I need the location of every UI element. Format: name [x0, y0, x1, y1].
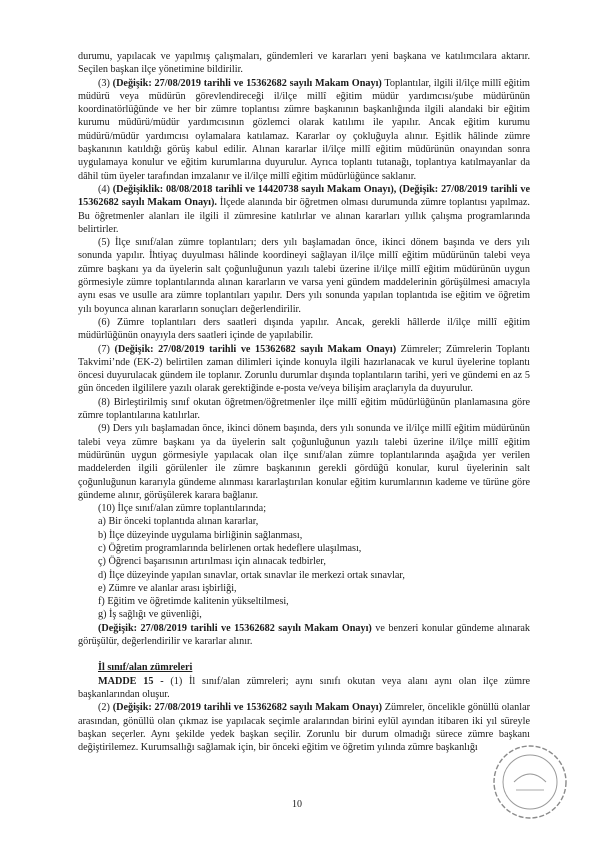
paragraph-text: Zümreler; Zümrelerin Toplantı Takvimi’nde (EK-2) belirtilen zaman dilimleri içinde konuyla ilgili hazırlanacak ve kurul üyelerine toplantı öncesi duyurulacak gündem ile toplanır. Zorunlu durumlar dışında toplantıların tarihi, yeri ve gündemi en az 5 gün önceden ilgililere yazılı olarak gerektiğinde e-posta ve/veya bilişim araçlarıyla da duyurulur.: [78, 343, 530, 395]
paragraph: [78, 675, 530, 702]
list-item: [78, 555, 530, 568]
paragraph: [78, 183, 530, 236]
official-seal-stamp: [486, 742, 572, 822]
section-heading: [78, 661, 530, 674]
paragraph-text: İl sınıf/alan zümreleri: [98, 662, 193, 674]
list-item: [78, 595, 530, 608]
list-item: [78, 608, 530, 621]
list-item: [78, 542, 530, 555]
list-item: [78, 515, 530, 528]
paragraph-text: (5) İlçe sınıf/alan zümre toplantıları; ders yılı başlamadan önce, ikinci dönem başında ve ders yılı sonunda yapılır. İhtiyaç duyulması hâlinde koordineyi sağlayan il/ilçe millî eğitim müdürünün talebi veya zümre başkanı ya da üyelerin salt çoğunluğunun yazılı talebi üzerine il/ilçe millî eğitim müdürünün uygun görmesiyle zümre toplantılarında alınan kararların ve varsa yeni gündem maddelerinin görüşülmesi amacıyla aynı esas ve usulle ara zümre toplantıları yapılır. Ders yılı sonunda yapılan toplantıda ise eğitim ve öğretim yılı boyunca alınan kararların sonuçları değerlendirilir.: [78, 237, 530, 315]
paragraph-text: ve benzeri konular gündeme alınarak görüşülür, değerlendirilir ve kararlar alınır.: [78, 622, 530, 648]
paragraph-text: c) Öğretim programlarında belirlenen ortak hedeflere ulaşılması,: [98, 542, 362, 554]
page-number: 10: [292, 799, 302, 810]
paragraph-text: g) İş sağlığı ve güvenliği,: [98, 609, 202, 621]
paragraph: [78, 622, 530, 649]
paragraph-text: a) Bir önceki toplantıda alınan kararlar,: [98, 516, 259, 528]
paragraph-text: b) İlçe düzeyinde uygulama birliğinin sağlanması,: [98, 529, 303, 541]
list-item: [78, 569, 530, 582]
amendment-note: (Değişik: 27/08/2019 tarihli ve 15362682 sayılı Makam Onayı): [112, 702, 382, 714]
paragraph-number: (2): [98, 702, 113, 714]
paragraph: [78, 396, 530, 423]
paragraph-text: ç) Öğrenci başarısının artırılması için alınacak tedbirler,: [98, 556, 326, 568]
paragraph: [78, 50, 530, 77]
paragraph: [78, 236, 530, 316]
paragraph: [78, 502, 530, 515]
amendment-note: (Değişiklik: 08/08/2018 tarihli ve 14420738 sayılı Makam Onayı), (Değişik: 27/08/2019 tarihli ve 15362682 sayılı Makam Onayı).: [78, 183, 530, 209]
paragraph: [78, 316, 530, 343]
paragraph-text: (10) İlçe sınıf/alan zümre toplantılarında;: [98, 503, 267, 515]
paragraph: [78, 343, 530, 396]
paragraph: [78, 701, 530, 754]
list-item: [78, 529, 530, 542]
paragraph-text: İlçede alanında bir öğretmen olması durumunda zümre toplantısı yapılmaz. Bu öğretmenler alanları ile ilgili il zümresine katılırlar ve alınan kararları yıllık çalışma programlarında belirtirler.: [78, 197, 530, 235]
paragraph-number: (7): [98, 343, 115, 355]
paragraph-text: Toplantılar, ilgili il/ilçe millî eğitim müdürü veya müdürün görevlendireceği il/ilçe millî eğitim müdür yardımcısı/şube müdürünün koordinatörlüğünde ve her bir zümre toplantısı zümre başkanının başkanlığında ilgili alandaki bir eğitim kurumu müdürü/müdür yardımcısının gözlemci olarak katılımı ile yapılır. Ancak eğitim kurumu müdürü/müdür yardımcısı oylamalara katılamaz. Kararlar oy çokluğuyla alınır. Eşitlik hâlinde zümre başkanının katıldığı görüş kabul edilir. Alınan kararlar il/ilçe millî eğitim müdürünün onayından sonra uygulamaya konulur ve eğitim kurumlarına duyurulur. Ayrıca toplantı tutanağı, toplantıya katılmayanlar da dâhil tüm üyeler tarafından imzalanır ve il/ilçe millî eğitim müdürlüğünce saklanır.: [78, 77, 530, 182]
amendment-note: (Değişik: 27/08/2019 tarihli ve 15362682 sayılı Makam Onayı): [98, 622, 372, 634]
paragraph: [78, 77, 530, 183]
amendment-note: MADDE 15 -: [98, 675, 164, 687]
amendment-note: (Değişik: 27/08/2019 tarihli ve 15362682 sayılı Makam Onayı): [114, 343, 397, 355]
paragraph-text: (8) Birleştirilmiş sınıf okutan öğretmen/öğretmenler ilçe millî eğitim müdürlüğünün planlamasına göre zümre toplantılarına katılırlar.: [78, 396, 530, 422]
paragraph-number: (4): [98, 183, 113, 195]
paragraph-text: (6) Zümre toplantıları ders saatleri dışında yapılır. Ancak, gerekli hâllerde il/ilçe millî eğitim müdürlüğünün onayıyla ders saatleri içinde de yapılabilir.: [78, 316, 530, 342]
paragraph-text: Zümreler, öncelikle gönüllü olanlar arasından, gönüllü olan çıkmaz ise yapılacak seçimle aralarından birini eylül ayından itibaren iki yıl süreyle başkan seçerler. Aynı şekilde yedek başkan seçilir. Zorunlu bir durum olmadığı sürece zümre başkanı değiştirilemez. Kurumsallığı sağlamak için, bir önceki eğitim ve öğretim yılında zümre başkanlığı: [78, 702, 530, 754]
paragraph-text: (1) İl sınıf/alan zümreleri; aynı sınıfı okutan veya alanı aynı olan ilçe zümre başkanlarından oluşur.: [78, 675, 530, 700]
paragraph-text: (9) Ders yılı başlamadan önce, ikinci dönem başında, ders yılı sonunda ve il/ilçe millî eğitim müdürünün talebi veya zümre başkanı ya da üyelerin salt çoğunluğunun yazılı talebi üzerine il/ilçe millî eğitim müdürünün uygun görmesiyle yapılacak olan ilçe sınıf/alan zümre toplantılarında aşağıda yer verilen maddelerden ilgili görülenler ile zümre başkanının gerekli gördüğü konular, kurul üyelerinin salt çoğunluğunun kararıyla gündeme alınması kararlaştırılan konular eğitim kurumlarının kademe ve türüne göre gündeme alınır, görüşülerek karara bağlanır.: [78, 423, 530, 501]
paragraph-number: (3): [98, 77, 113, 89]
paragraph-text: f) Eğitim ve öğretimde kalitenin yükseltilmesi,: [98, 596, 289, 608]
document-body: [78, 50, 530, 754]
paragraph: [78, 422, 530, 502]
paragraph-text: e) Zümre ve alanlar arası işbirliği,: [98, 582, 237, 594]
amendment-note: (Değişik: 27/08/2019 tarihli ve 15362682 sayılı Makam Onayı): [112, 77, 382, 89]
list-item: [78, 582, 530, 595]
paragraph-text: d) İlçe düzeyinde yapılan sınavlar, ortak sınavlar ile merkezi ortak sınavlar,: [98, 569, 405, 581]
paragraph-text: durumu, yapılacak ve yapılmış çalışmaları, gündemleri ve kararları yeni başkana ve katılımcılara aktarır. Seçilen başkan ilçe yönetimine bildirilir.: [78, 51, 530, 76]
